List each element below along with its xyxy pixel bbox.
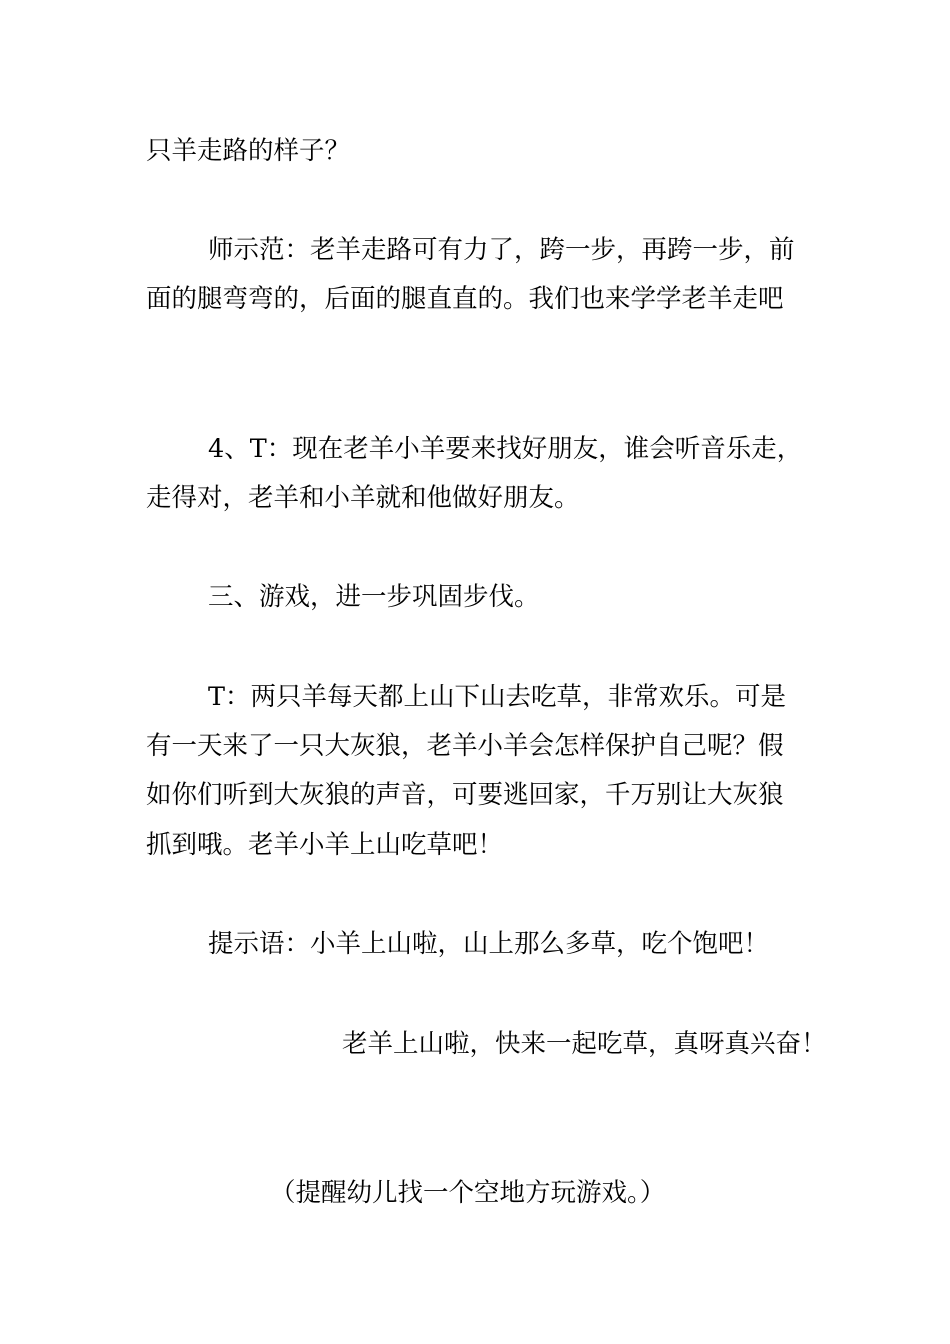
prompt-line-2: 老羊上山啦，快来一起吃草，真呀真兴奋！ xyxy=(342,1029,827,1059)
text-line-3: 面的腿弯弯的，后面的腿直直的。我们也来学学老羊走吧 xyxy=(146,284,784,314)
text-line-8: 有一天来了一只大灰狼，老羊小羊会怎样保护自己呢？假 xyxy=(146,731,784,761)
text-line-4: 4、T：现在老羊小羊要来找好朋友，谁会听音乐走， xyxy=(208,434,803,464)
text-line-1: 只羊走路的样子？ xyxy=(146,136,351,166)
prompt-line-1: 提示语：小羊上山啦，山上那么多草，吃个饱吧！ xyxy=(208,929,770,959)
text-line-2: 师示范：老羊走路可有力了，跨一步，再跨一步，前 xyxy=(208,235,795,265)
text-line-10: 抓到哦。老羊小羊上山吃草吧！ xyxy=(146,830,504,860)
text-line-7: T：两只羊每天都上山下山去吃草，非常欢乐。可是 xyxy=(208,682,787,712)
note-line: （提醒幼儿找一个空地方玩游戏。） xyxy=(270,1178,666,1208)
section-heading: 三、游戏，进一步巩固步伐。 xyxy=(208,582,540,612)
text-line-5: 走得对，老羊和小羊就和他做好朋友。 xyxy=(146,483,580,513)
text-line-9: 如你们听到大灰狼的声音，可要逃回家，千万别让大灰狼 xyxy=(146,780,784,810)
